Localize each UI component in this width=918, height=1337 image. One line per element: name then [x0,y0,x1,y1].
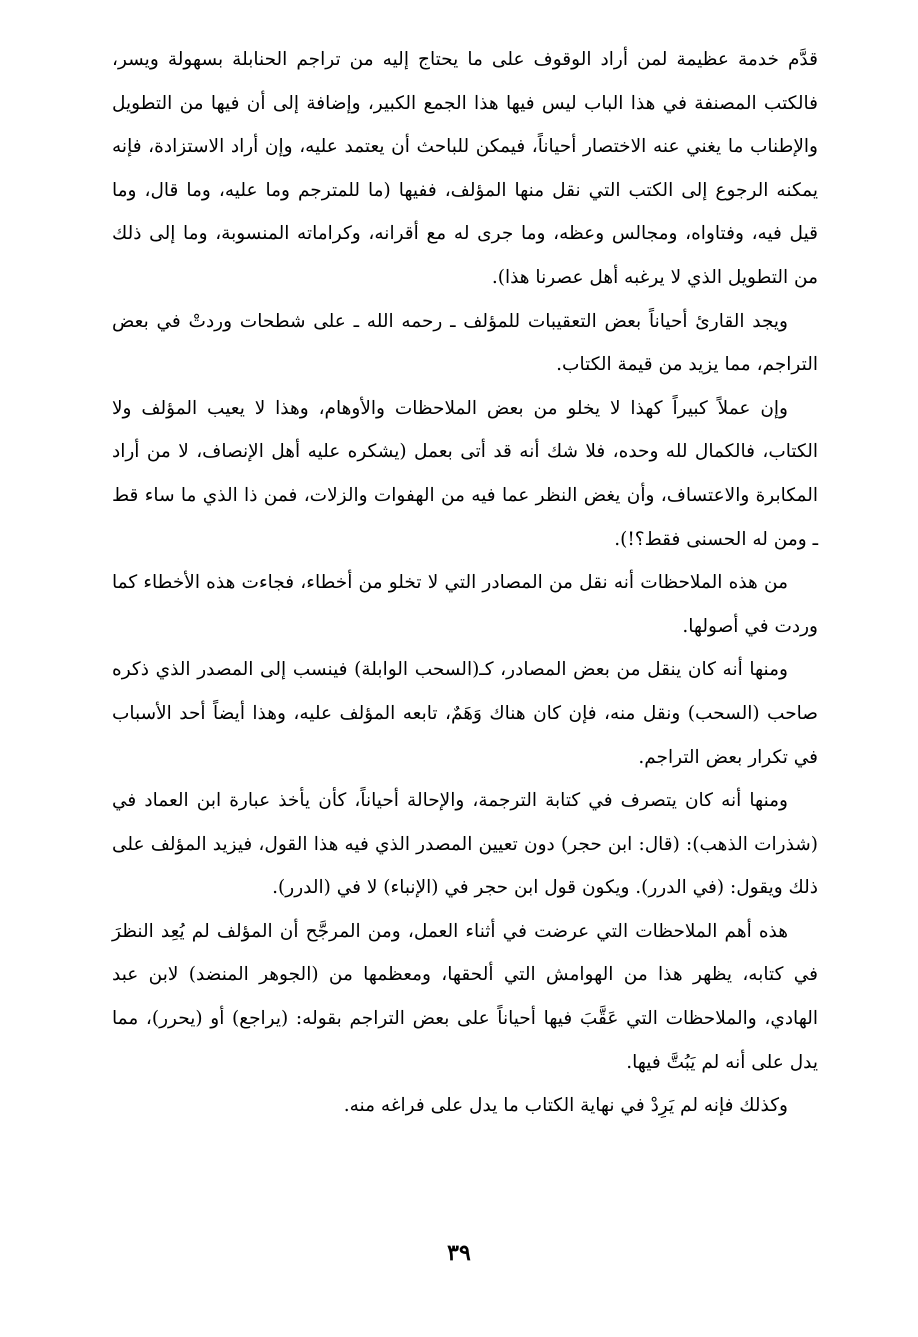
paragraph-5: ومنها أنه كان ينقل من بعض المصادر، كـ(السحب الوابلة) فينسب إلى المصدر الذي ذكره صاحب (السحب) ونقل منه، فإن كان هناك وَهَمٌ، تابعه المؤلف عليه، وهذا أيضاً أحد الأسباب في تكرار بعض التراجم. [112,659,818,768]
paragraph-7: هذه أهم الملاحظات التي عرضت في أثناء العمل، ومن المرجَّح أن المؤلف لم يُعِد النظرَ في كتابه، يظهر هذا من الهوامش التي ألحقها، ومعظمها من (الجوهر المنضد) لابن عبد الهادي، والملاحظات التي عَقَّبَ فيها أحياناً على بعض التراجم بقوله: (يراجع) أو (يحرر)، مما يدل على أنه لم يَبُتَّ فيها. [112,920,818,1073]
paragraph-1: قدَّم خدمة عظيمة لمن أراد الوقوف على ما يحتاج إليه من تراجم الحنابلة بسهولة ويسر، فالكتب المصنفة في هذا الباب ليس فيها هذا الجمع الكبير، وإضافة إلى أن فيها من التطويل والإطناب ما يغني عنه الاختصار أحياناً، فيمكن للباحث أن يعتمد عليه، وإن أراد الاستزادة، فإنه يمكنه الرجوع إلى الكتب التي نقل منها المؤلف، ففيها (ما للمترجم وما عليه، وما قال، وما قيل فيه، وفتاواه، ومجالس وعظه، وما جرى له مع أقرانه، وكراماته المنسوبة، وما إلى ذلك من التطويل الذي لا يرغبه أهل عصرنا هذا). [112,49,818,288]
paragraph-4: من هذه الملاحظات أنه نقل من المصادر التي لا تخلو من أخطاء، فجاءت هذه الأخطاء كما وردت في أصولها. [112,572,818,637]
page-number: ٣٩ [447,1240,471,1266]
paragraph-2: ويجد القارئ أحياناً بعض التعقيبات للمؤلف ـ رحمه الله ـ على شطحات وردتْ في بعض التراجم، مما يزيد من قيمة الكتاب. [112,310,818,376]
paragraph-6: ومنها أنه كان يتصرف في كتابة الترجمة، والإحالة أحياناً، كأن يأخذ عبارة ابن العماد في (شذرات الذهب): (قال: ابن حجر) دون تعيين المصدر الذي فيه هذا القول، فيزيد المؤلف على ذلك ويقول: (في الدرر). ويكون قول ابن حجر في (الإنباء) لا في (الدرر). [112,790,818,899]
paragraph-8: وكذلك فإنه لم يَرِدْ في نهاية الكتاب ما يدل على فراغه منه. [343,1095,788,1117]
body-text [112,38,818,1128]
paragraph-3: وإن عملاً كبيراً كهذا لا يخلو من بعض الملاحظات والأوهام، وهذا لا يعيب المؤلف ولا الكتاب، فالكمال لله وحده، فلا شك أنه قد أتى بعمل (يشكره عليه أهل الإنصاف، لا من أراد المكابرة والاعتساف، وأن يغض النظر عما فيه من الهفوات والزلات، فمن ذا الذي ما ساء قط ـ ومن له الحسنى فقط؟!). [112,397,818,550]
